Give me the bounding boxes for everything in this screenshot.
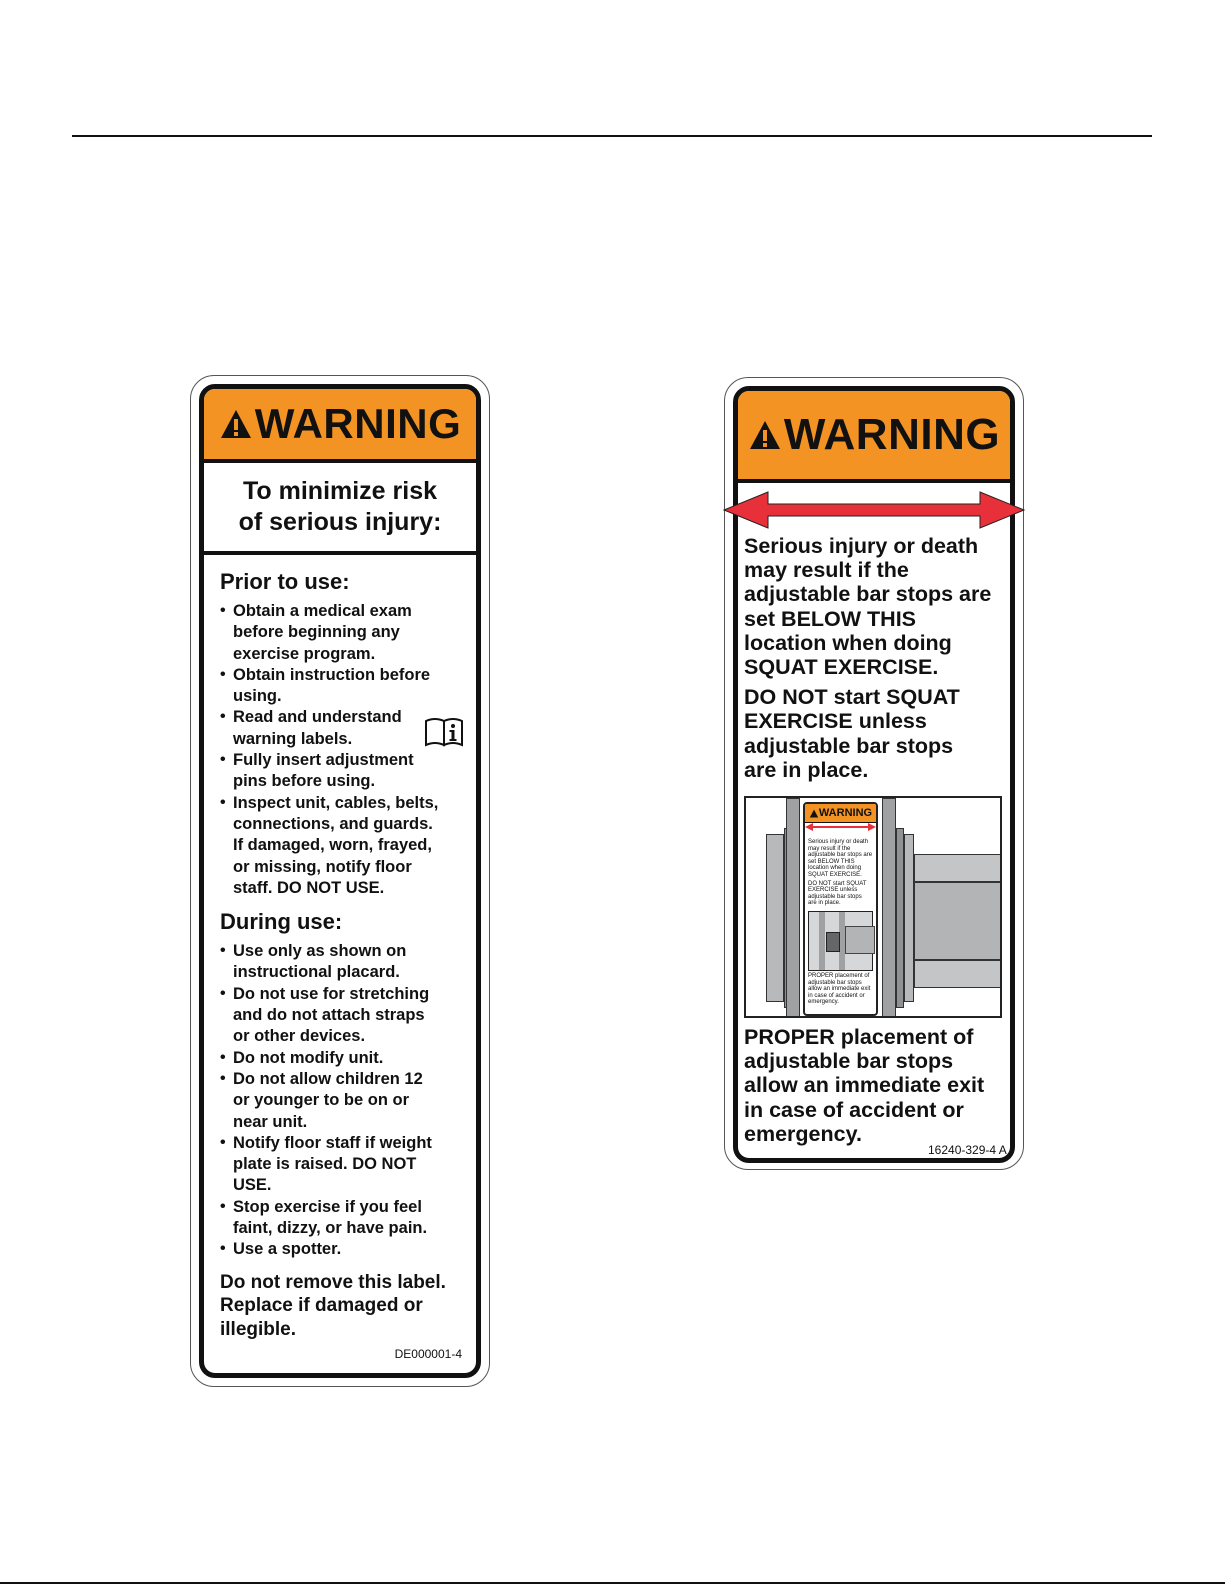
mini-text-3: PROPER placement of adjustable bar stops allow an immediate exit in case of accident or emergency.: [808, 972, 871, 1006]
list-item: • Do not use for stretching and do not attach straps or other devices.: [220, 984, 462, 1048]
frame-post-right: [882, 798, 896, 1018]
list-item: • Notify floor staff if weight plate is raised. DO NOT USE.: [220, 1133, 462, 1197]
label-code: DE000001-4: [394, 1347, 462, 1361]
mini-post: [819, 912, 825, 970]
label-code: 16240-329-4 A: [928, 1143, 1007, 1157]
warning-triangle-icon: [809, 809, 819, 818]
mini-warning-label: [803, 802, 878, 1016]
bar-stop-bottom: [914, 960, 1002, 988]
mini-machine-illustration: [808, 911, 873, 971]
safety-warning-label: [190, 375, 490, 1387]
mini-warning-header: [805, 804, 876, 823]
intro-text: To minimize risk of serious injury:: [238, 477, 442, 536]
machine-illustration: [744, 796, 1002, 1018]
during-use-list: [220, 941, 462, 1260]
top-rule: [72, 135, 1152, 137]
warning-title: WARNING: [254, 400, 462, 447]
during-use-title: During use:: [220, 909, 343, 935]
list-item: • Use only as shown on instructional placard.: [220, 941, 462, 984]
prior-to-use-list: [220, 601, 462, 899]
list-item: • Do not modify unit.: [220, 1048, 462, 1069]
warning-header: [738, 391, 1010, 483]
upright-right-inner: [896, 828, 904, 1008]
upright-left: [766, 834, 784, 1002]
list-item: • Use a spotter.: [220, 1239, 462, 1260]
warning-text-block: [744, 534, 1014, 782]
warning-triangle-icon: [748, 419, 782, 451]
mini-double-arrow-icon: [805, 823, 876, 831]
warning-paragraph-2: DO NOT start SQUAT EXERCISE unless adjustable bar stops are in place.: [744, 685, 960, 782]
upright-right: [904, 834, 914, 1002]
list-item: • Do not allow children 12 or younger to be on or near unit.: [220, 1069, 462, 1133]
list-item: • Fully insert adjustment pins before using.: [220, 750, 462, 793]
bar-stop-middle: [914, 882, 1002, 960]
list-item: • Stop exercise if you feel faint, dizzy, or have pain.: [220, 1197, 462, 1240]
mini-label-thumb: [826, 932, 840, 952]
double-arrow-icon: [724, 490, 1024, 530]
mini-warning-title: WARNING: [818, 807, 873, 819]
label-border: [199, 384, 481, 1378]
frame-post-left: [786, 798, 800, 1018]
warning-paragraph-3: PROPER placement of adjustable bar stops allow an immediate exit in case of accident or emergency.: [744, 1025, 985, 1146]
proper-placement-text-block: [744, 1025, 1014, 1146]
intro-box: [204, 463, 476, 555]
mini-text-2: DO NOT start SQUAT EXERCISE unless adjustable bar stops are in place.: [808, 880, 867, 907]
label-body: [204, 555, 476, 1341]
list-item: • Obtain instruction before using.: [220, 665, 462, 708]
list-item: • Inspect unit, cables, belts, connections, and guards. If damaged, worn, frayed, or missing, notify floor staff. DO NOT USE.: [220, 793, 462, 899]
list-item: • Read and understand warning labels.: [220, 707, 462, 750]
warning-paragraph-1: Serious injury or death may result if the adjustable bar stops are set BELOW THIS location when doing SQUAT EXERCISE.: [744, 534, 992, 680]
warning-title: WARNING: [783, 410, 1001, 459]
mini-bar-stop: [845, 926, 875, 954]
bottom-rule: [0, 1582, 1225, 1584]
bar-stop-top: [914, 854, 1002, 882]
warning-triangle-icon: [219, 408, 253, 440]
list-item: • Obtain a medical exam before beginning any exercise program.: [220, 601, 462, 665]
prior-to-use-title: Prior to use:: [220, 569, 350, 594]
warning-header: [204, 389, 476, 463]
manual-info-icon: [424, 715, 464, 747]
footer-note: Do not remove this label. Replace if damaged or illegible.: [220, 1271, 446, 1340]
mini-text-1: Serious injury or death may result if the adjustable bar stops are set BELOW THIS location when doing SQUAT EXERCISE.: [808, 839, 873, 878]
